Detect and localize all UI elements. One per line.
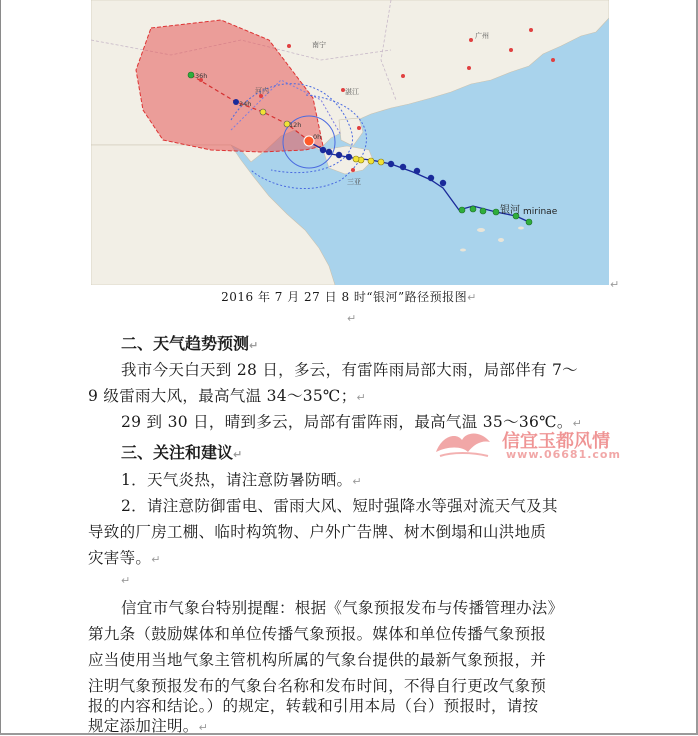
advice-line: 2．请注意防御雷电、雷雨大风、短时强降水等强对流天气及其 — [121, 497, 558, 515]
notice-line: 信宜市气象台特别提醒：根据《气象预报发布与传播管理办法》 — [121, 599, 564, 617]
paragraph-mark: ↵ — [356, 391, 367, 404]
islet — [477, 228, 485, 232]
typhoon-track-map — [91, 0, 609, 285]
page-border-left — [0, 0, 1, 735]
watermark-title: 信宜玉都风情 — [502, 431, 610, 452]
forecast-point-36h — [188, 72, 194, 78]
forecast-line-text: 9 级雷雨大风，最高气温 34～35℃； — [88, 387, 357, 405]
label-guangzhou: 广州 — [475, 32, 489, 40]
notice-line: 第九条（鼓励媒体和单位传播气象预报。媒体和单位传播气象预报 — [88, 625, 547, 643]
time-label-36h: 36h — [195, 72, 208, 80]
paragraph-mark: ↵ — [347, 312, 357, 325]
notice-line-text: 规定添加注明。 — [88, 717, 199, 735]
paragraph-mark: ↵ — [572, 417, 583, 430]
islet — [498, 238, 504, 242]
paragraph-mark: ↵ — [198, 721, 209, 734]
time-label-0h: 0h — [313, 133, 322, 141]
paragraph-mark: ↵ — [467, 291, 477, 304]
notice-line — [88, 714, 208, 736]
track-points-green — [459, 206, 532, 225]
forecast-line-text: 29 到 30 日，晴到多云，局部有雷阵雨，最高气温 35～36℃。 — [121, 413, 573, 431]
heading-text: 二、天气趋势预测 — [121, 334, 250, 353]
forecast-point-24h-yellow — [260, 109, 266, 115]
time-label-24h: 24h — [239, 100, 252, 108]
islet — [460, 249, 466, 252]
section-heading-forecast — [121, 331, 258, 354]
notice-line: 报的内容和结论。）的规定，转载和引用本局（台）预报时，请按 — [88, 697, 539, 715]
paragraph-mark: ↵ — [352, 475, 362, 488]
label-nanning: 南宁 — [312, 41, 326, 49]
paragraph-mark: ↵ — [610, 278, 620, 291]
advice-line-text: 灾害等。 — [88, 549, 152, 567]
paragraph-mark: ↵ — [249, 339, 259, 352]
heading-text: 三、关注和建议 — [121, 443, 234, 462]
site-watermark — [432, 426, 652, 462]
advice-line — [121, 468, 362, 490]
islet — [518, 227, 524, 230]
time-label-12h: 12h — [289, 121, 302, 129]
notice-line: 注明气象预报发布的气象台名称和发布时间，不得自行更改气象预 — [88, 677, 547, 695]
advice-line — [88, 546, 161, 568]
figure-caption — [0, 288, 698, 305]
paragraph-mark: ↵ — [151, 553, 161, 566]
paragraph-mark: ↵ — [233, 448, 243, 461]
advice-line: 导致的厂房工棚、临时构筑物、户外广告牌、树木倒塌和山洪地质 — [88, 523, 547, 541]
figure-caption-text: 2016 年 7 月 27 日 8 时“银河”路径预报图 — [221, 290, 468, 304]
label-hanoi: 河内 — [255, 87, 269, 95]
label-sanya: 三亚 — [347, 178, 361, 186]
leizhou-peninsula-land — [339, 118, 363, 146]
notice-line: 应当使用当地气象主管机构所属的气象台提供的最新气象预报，并 — [88, 651, 547, 669]
forecast-line — [88, 384, 366, 406]
watermark-logo — [432, 426, 494, 460]
watermark-url: www.06681.com — [506, 448, 621, 461]
paragraph-mark: ↵ — [121, 574, 131, 587]
section-heading-advice — [121, 440, 242, 463]
label-zhanjiang: 湛江 — [345, 88, 359, 96]
label-typhoon-en: mirinae — [523, 207, 558, 217]
map-graphic — [91, 0, 609, 285]
advice-line-text: 1．天气炎热，请注意防暑防晒。 — [121, 471, 353, 489]
forecast-line: 我市今天白天到 28 日，多云，有雷阵雨局部大雨，局部伴有 7～ — [121, 361, 578, 379]
label-typhoon-cn: 银河 — [500, 205, 520, 216]
